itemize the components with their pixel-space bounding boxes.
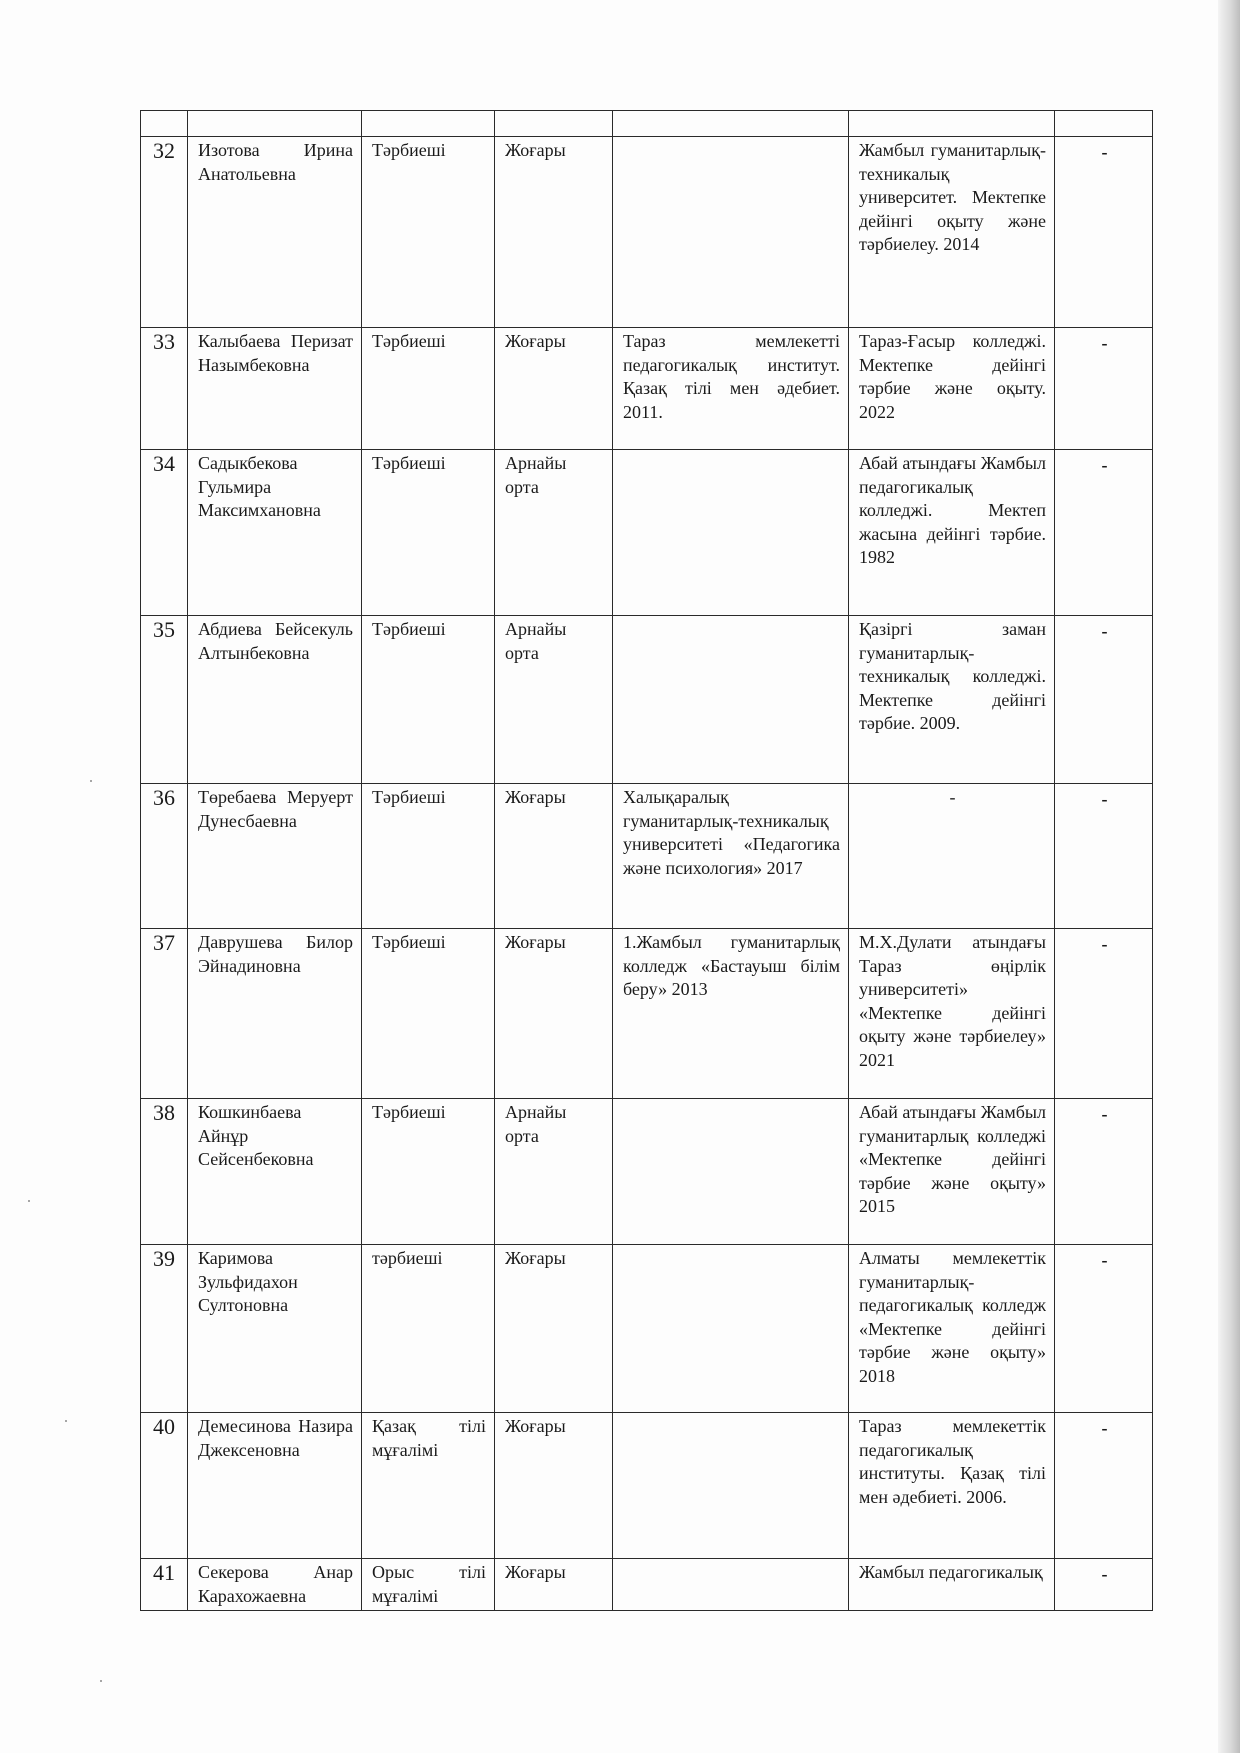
staff-position: Орыс тілі мұғалімі (362, 1559, 495, 1611)
header-cell (141, 111, 188, 137)
education-level: Жоғары (495, 1245, 613, 1413)
header-cell (849, 111, 1055, 137)
row-number: 36 (141, 784, 188, 929)
staff-name: Каримова Зульфидахон Султоновна (188, 1245, 362, 1413)
staff-name: Изотова Ирина Анатольевна (188, 137, 362, 328)
header-cell (362, 111, 495, 137)
staff-position: Тәрбиеші (362, 450, 495, 616)
staff-position: Тәрбиеші (362, 616, 495, 784)
education-secondary: Абай атындағы Жамбыл педагогикалық колледжі. Мектеп жасына дейінгі тәрбие. 1982 (849, 450, 1055, 616)
table-row (141, 1413, 1153, 1559)
row-number: 41 (141, 1559, 188, 1611)
row-number: 39 (141, 1245, 188, 1413)
scanned-page-edge (1218, 0, 1240, 1753)
row-number: 40 (141, 1413, 188, 1559)
education-secondary: Алматы мемлекеттік гуманитарлық-педагогикалық колледж «Мектепке дейінгі тәрбие және оқыту» 2018 (849, 1245, 1055, 1413)
table-header-row (141, 111, 1153, 137)
staff-position: Тәрбиеші (362, 929, 495, 1099)
education-level: Арнайы орта (495, 450, 613, 616)
staff-position: Тәрбиеші (362, 137, 495, 328)
category-value: - (1055, 1099, 1153, 1245)
staff-name: Даврушева Билор Эйнадиновна (188, 929, 362, 1099)
staff-position: Тәрбиеші (362, 1099, 495, 1245)
category-value: - (1055, 450, 1153, 616)
staff-name: Садыкбекова Гульмира Максимхановна (188, 450, 362, 616)
education-secondary: Қазіргі заман гуманитарлық-техникалық колледжі. Мектепке дейінгі тәрбие. 2009. (849, 616, 1055, 784)
category-value: - (1055, 929, 1153, 1099)
education-level: Жоғары (495, 1559, 613, 1611)
staff-name: Төребаева Меруерт Дунесбаевна (188, 784, 362, 929)
education-level: Жоғары (495, 929, 613, 1099)
staff-position: Қазақ тілі мұғалімі (362, 1413, 495, 1559)
scan-speck (65, 1420, 67, 1422)
education-secondary: Тараз мемлекеттік педагогикалық институты. Қазақ тілі мен әдебиеті. 2006. (849, 1413, 1055, 1559)
row-number: 34 (141, 450, 188, 616)
education-secondary: Тараз-Ғасыр колледжі. Мектепке дейінгі тәрбие және оқыту. 2022 (849, 328, 1055, 450)
staff-name: Калыбаева Перизат Назымбековна (188, 328, 362, 450)
row-number: 38 (141, 1099, 188, 1245)
table-row (141, 1245, 1153, 1413)
staff-position: Тәрбиеші (362, 328, 495, 450)
education-secondary: Жамбыл педагогикалық (849, 1559, 1055, 1611)
row-number: 35 (141, 616, 188, 784)
table-row (141, 1559, 1153, 1611)
category-value: - (1055, 1413, 1153, 1559)
category-value: - (1055, 1245, 1153, 1413)
table-row (141, 450, 1153, 616)
category-value: - (1055, 137, 1153, 328)
scan-speck (90, 780, 92, 782)
staff-position: тәрбиеші (362, 1245, 495, 1413)
education-level: Жоғары (495, 784, 613, 929)
education-level: Арнайы орта (495, 1099, 613, 1245)
header-cell (188, 111, 362, 137)
category-value: - (1055, 328, 1153, 450)
staff-position: Тәрбиеші (362, 784, 495, 929)
staff-name: Секерова Анар Карахожаевна (188, 1559, 362, 1611)
education-secondary: Жамбыл гуманитарлық-техникалық университет. Мектепке дейінгі оқыту және тәрбиелеу. 2014 (849, 137, 1055, 328)
header-cell (495, 111, 613, 137)
staff-table (140, 110, 1153, 1611)
staff-name: Абдиева Бейсекуль Алтынбековна (188, 616, 362, 784)
row-number: 32 (141, 137, 188, 328)
table-row (141, 137, 1153, 328)
education-primary (613, 137, 849, 328)
education-primary (613, 1099, 849, 1245)
education-primary (613, 1559, 849, 1611)
education-primary: Тараз мемлекетті педагогикалық институт. Қазақ тілі мен әдебиет. 2011. (613, 328, 849, 450)
row-number: 33 (141, 328, 188, 450)
scan-speck (100, 1680, 102, 1682)
staff-name: Демесинова Назира Джексеновна (188, 1413, 362, 1559)
table-row (141, 328, 1153, 450)
header-cell (1055, 111, 1153, 137)
education-primary (613, 1413, 849, 1559)
category-value: - (1055, 616, 1153, 784)
row-number: 37 (141, 929, 188, 1099)
education-secondary: Абай атындағы Жамбыл гуманитарлық колледжі «Мектепке дейінгі тәрбие және оқыту» 2015 (849, 1099, 1055, 1245)
education-primary (613, 450, 849, 616)
education-level: Жоғары (495, 137, 613, 328)
category-value: - (1055, 1559, 1153, 1611)
staff-name: Кошкинбаева Айнұр Сейсенбековна (188, 1099, 362, 1245)
education-secondary: - (849, 784, 1055, 929)
education-level: Жоғары (495, 1413, 613, 1559)
education-primary (613, 1245, 849, 1413)
scan-speck (28, 1200, 30, 1202)
education-primary: 1.Жамбыл гуманитарлық колледж «Бастауыш білім беру» 2013 (613, 929, 849, 1099)
table-row (141, 784, 1153, 929)
category-value: - (1055, 784, 1153, 929)
table-row (141, 929, 1153, 1099)
education-primary (613, 616, 849, 784)
education-level: Арнайы орта (495, 616, 613, 784)
table-row (141, 616, 1153, 784)
table-row (141, 1099, 1153, 1245)
education-level: Жоғары (495, 328, 613, 450)
education-secondary: М.Х.Дулати атындағы Тараз өңірлік университеті» «Мектепке дейінгі оқыту және тәрбиелеу» 2021 (849, 929, 1055, 1099)
header-cell (613, 111, 849, 137)
education-primary: Халықаралық гуманитарлық-техникалық университеті «Педагогика және психология» 2017 (613, 784, 849, 929)
